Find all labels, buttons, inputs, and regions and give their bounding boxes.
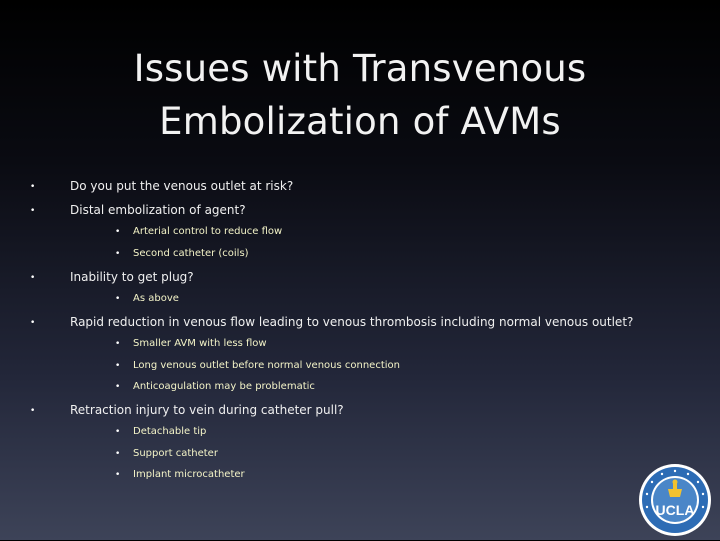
sub-bullet-item: Long venous outlet before normal venous connection — [133, 360, 400, 371]
sub-bullet-marker: • — [115, 294, 121, 304]
bullet-item: Retraction injury to vein during catheter pull? — [70, 403, 344, 417]
sub-bullet-item: Detachable tip — [133, 426, 207, 437]
sub-bullet-item: Smaller AVM with less flow — [133, 338, 267, 349]
sub-bullet-marker: • — [115, 227, 121, 237]
bullet-marker: • — [30, 318, 36, 328]
bullet-item: Rapid reduction in venous flow leading to venous thrombosis including normal venous outlet? — [70, 315, 634, 329]
sub-bullet-marker: • — [115, 339, 121, 349]
bullet-item: Do you put the venous outlet at risk? — [70, 179, 294, 193]
sub-bullet-item: Anticoagulation may be problematic — [133, 381, 315, 392]
bullet-item: Distal embolization of agent? — [70, 203, 246, 217]
seal-text: UCLA — [655, 502, 695, 518]
sub-bullet-marker: • — [115, 361, 121, 371]
bullet-marker: • — [30, 182, 36, 192]
bullet-marker: • — [30, 406, 36, 416]
sub-bullet-item: Implant microcatheter — [133, 469, 245, 480]
sub-bullet-marker: • — [115, 427, 121, 437]
slide-title-line-2: Embolization of AVMs — [159, 100, 561, 143]
ucla-seal-logo — [638, 463, 712, 537]
sub-bullet-item: Second catheter (coils) — [133, 248, 249, 259]
bullet-item: Inability to get plug? — [70, 270, 194, 284]
sub-bullet-marker: • — [115, 382, 121, 392]
sub-bullet-item: Support catheter — [133, 448, 218, 459]
bullet-marker: • — [30, 273, 36, 283]
slide-title-line-1: Issues with Transvenous — [133, 47, 587, 90]
sub-bullet-marker: • — [115, 449, 121, 459]
sub-bullet-item: Arterial control to reduce flow — [133, 226, 283, 237]
bullet-marker: • — [30, 206, 36, 216]
seal-icon — [638, 463, 712, 537]
sub-bullet-marker: • — [115, 470, 121, 480]
sub-bullet-item: As above — [133, 293, 179, 304]
sub-bullet-marker: • — [115, 249, 121, 259]
